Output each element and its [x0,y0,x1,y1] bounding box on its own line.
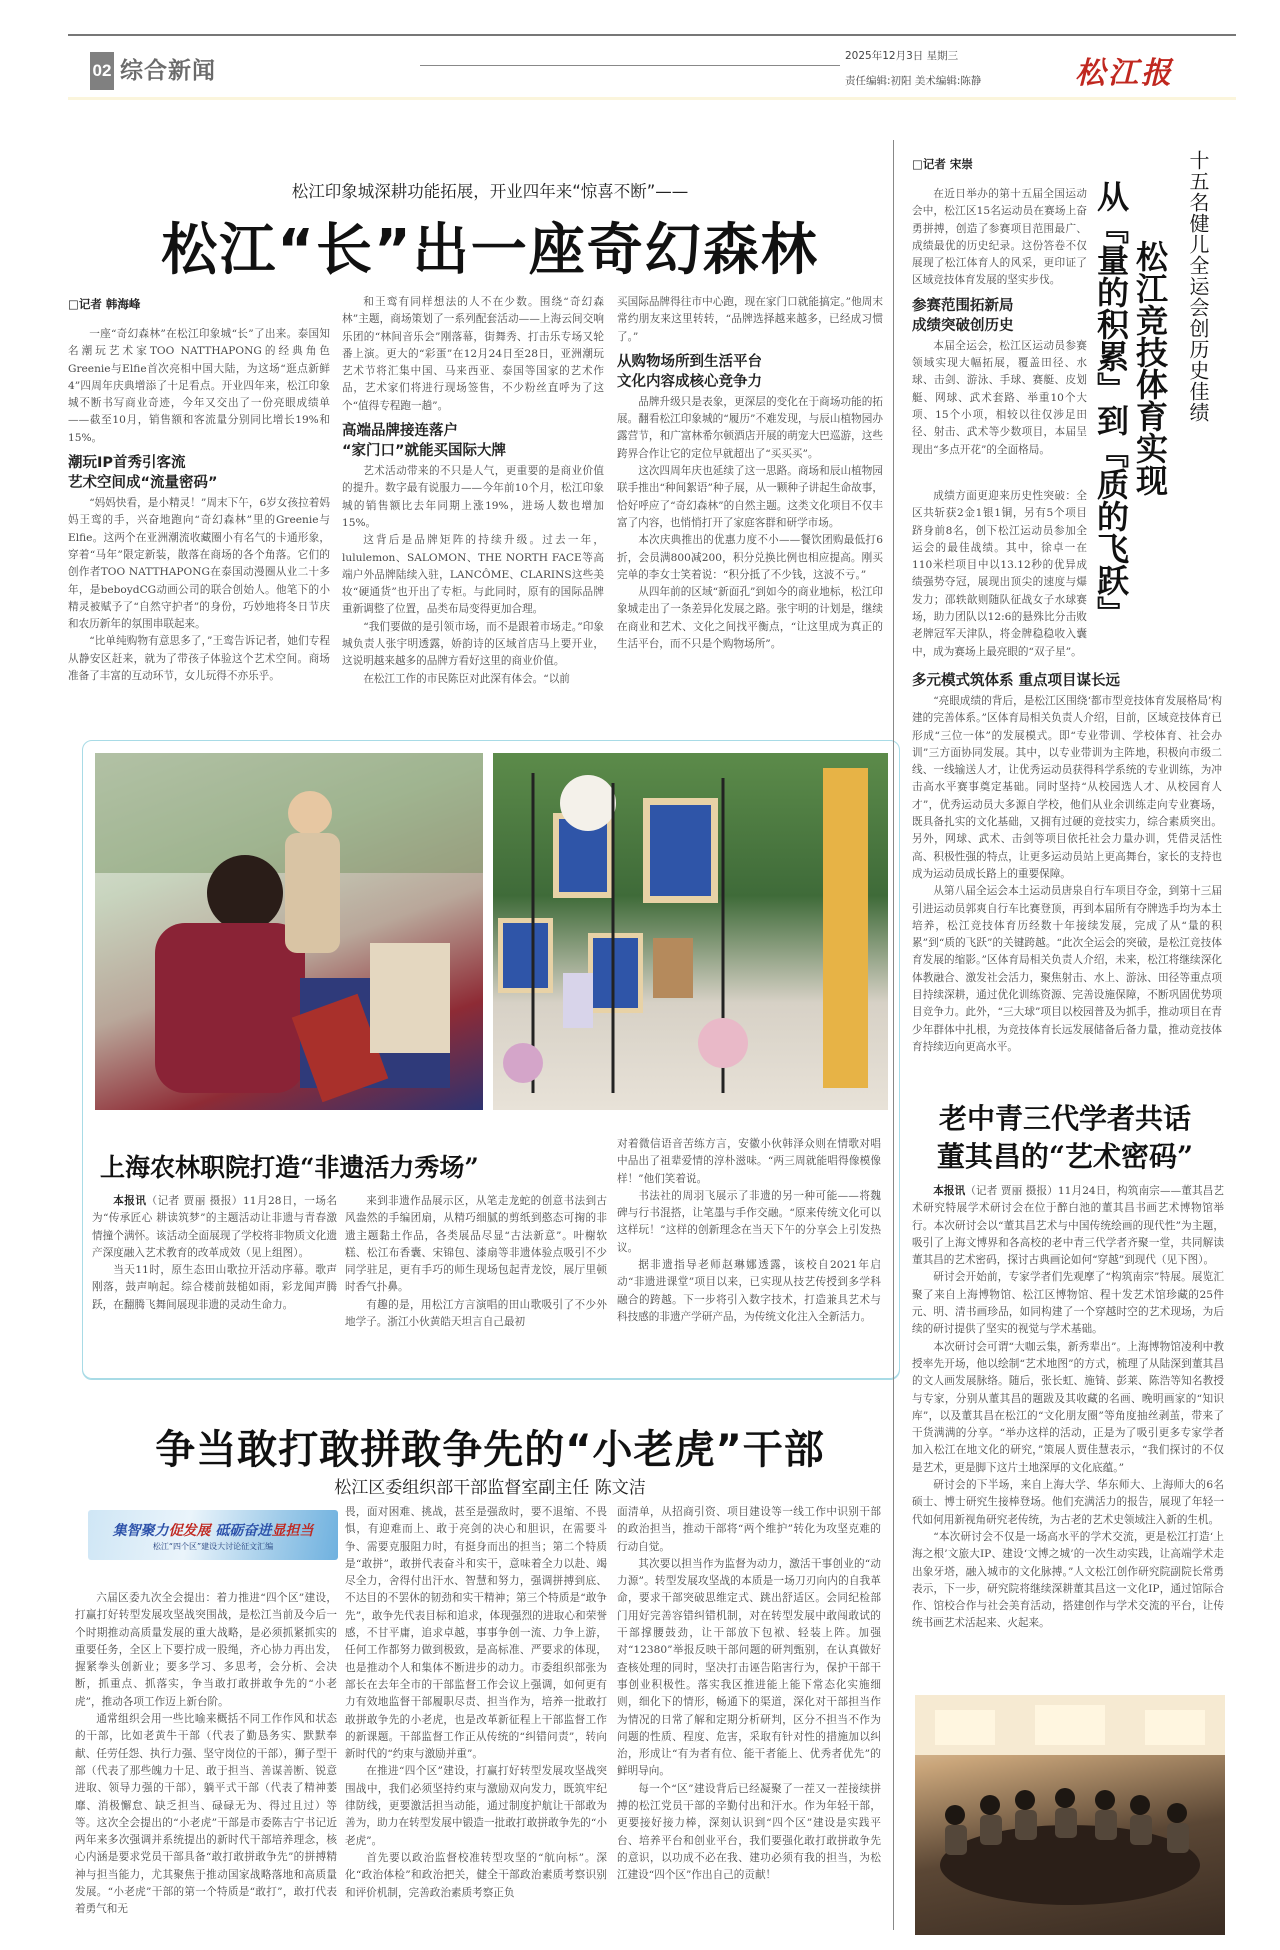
paragraph: 对着微信语音苦练方言，安徽小伙韩泽众则在情歌对唱中品出了祖辈爱情的淳朴滋味。“两三周就能唱得像模像样！”他们笑着说。 [617,1138,881,1185]
photo-story-column-3 [617,1136,881,1326]
opinion-column-3 [617,1504,881,1885]
banner-slogan-part: 显担当 [271,1523,314,1539]
paragraph: 在近日举办的第十五届全国运动会中，松江区15名运动员在赛场上奋勇拼搏，创造了参赛项目范围最广、成绩最优的历史纪录。这份答卷不仅展现了松江体育人的风采，更印证了区域竞技体育发展的坚实步伐。 [912,188,1087,287]
paragraph: 本届全运会，松江区运动员参赛领域实现大幅拓展，覆盖田径、水球、击剑、游泳、手球、赛艇、皮划艇、网球、武术套路、举重10个大项、15个小项，相较以往仅涉足田径、射击、武术等少数项目，本届呈现出“多点开花”的全面格局。 [912,339,1087,456]
banner-subtitle: 松江“四个区”建设大讨论征文汇编 [152,1542,274,1551]
paragraph: 畏，面对困难、挑战，甚至是强敌时，要不退缩、不畏惧，有迎难而上、敢于亮剑的决心和胆识，在需要斗争、需要克服阻力时，有挺身而出的担当；第二个特质是“敢拼”，敢拼代表奋斗和实干，意味着全力以赴、竭尽全力，舍得付出汗水、智慧和努力，强调拼搏到底、不达目的不罢休的韧劲和实干精神；第三个特质是“敢争先”，敢争先代表目标和追求，体现强烈的进取心和荣誉感，不甘平庸，追求卓越，事事争创一流、力争上游，任何工作都努力做到极致，是高标准、严要求的体现，也是推动个人和集体不断进步的动力。市委组织部张为部长在去年全市的干部监督工作会议上强调，如何更有力有效地监督干部履职尽责、担当作为，培养一批敢打敢拼敢争先的小老虎，也是改革新征程上干部监督工作的新课题。干部监督工作正从传统的“纠错问责”，转向新时代的“约束与激励并重”。 [345,1506,607,1761]
sports-title-line1: 松江竞技体育实现 [1131,240,1169,496]
opinion-title: 争当敢打敢拼敢争先的“小老虎”干部 [155,1427,825,1473]
photo-story-box-bottom [82,1363,900,1379]
subhead: 多元模式筑体系 重点项目谋长远 [912,672,1121,689]
photo-story-title: 上海农林职院打造“非遗活力秀场” [100,1153,479,1182]
sports-body-text [912,488,1222,1056]
opinion-col1-text [75,1590,337,1919]
lead-tag: 本报讯 [933,1185,966,1197]
photo-story-col1-text [92,1193,337,1314]
subhead-line: 潮玩IP首秀引客流 [68,455,186,472]
lead-column-2 [342,294,604,688]
header-divider [420,65,840,66]
subhead-line: 成绩突破创历史 [912,317,1014,334]
lead-kicker: 松江印象城深耕功能拓展，开业四年来“惊喜不断”—— [291,182,689,201]
lead-byline: □记者 韩海峰 [68,297,141,311]
paragraph: “亮眼成绩的背后，是松江区围绕‘都市型竞技体育发展格局’构建的完善体系。”区体育局相关负责人介绍，目前，区域竞技体育已形成“三位一体”的发展模式。即“专业带训、学校体育、社会办训”三方面协同发展。其中，以专业带训为主阵地，积极向市级二线、一线输送人才，让优秀运动员获得科学系统的专业训练，为冲击高水平赛事奠定基础。同时坚持“从校园选人才、从校园育人才”，优秀运动员大多源自学校，他们从业余训练走向专业赛场，既具备扎实的文化基础，又拥有过硬的竞技实力，综合素质突出。另外，网球、武术、击剑等项目依托社会力量办训，凭借灵活性高、积极性强的特点，让更多运动员站上更高舞台，家长的支持也成为运动员成长路上的重要保障。 [912,694,1222,880]
paragraph-body: （记者 贾丽 摄报）11月24日，构筑南宗——董其昌艺术研究特展学术研讨会在位于醉白池的董其昌书画艺术博物馆举行。本次研讨会以“董其昌艺术与中国传统绘画的现代性”为主题，吸引了上海文博界和各高校的老中青三代学者齐聚一堂，共同解读董其昌的艺术密码，探讨古典画论如何“穿越”到现代（见下图）。 [912,1185,1225,1267]
paragraph: 和王鸾有同样想法的人不在少数。围绕“奇幻森林”主题，商场策划了一系列配套活动——上海云间交响乐团的“林间音乐会”刚落幕，街舞秀、打击乐专场又轮番上演。更大的“彩蛋”在12月24日至28日，亚洲潮玩艺术节将汇集中国、马来西亚、泰国等国家的艺术作品，艺术家们将进行现场签售，不少粉丝直呼为了这个“值得专程跑一趟”。 [342,296,604,412]
paragraph: 其次要以担当作为监督为动力，激活干事创业的“动力源”。转型发展攻坚战的本质是一场刀刃向内的自我革命，要求干部突破思维定式、跳出舒适区。会同纪检部门用好完善容错纠错机制，对在转型发展中敢闯敢试的干部撑腰鼓劲，让干部放下包袱、轻装上阵。加强对“12380”举报反映干部问题的研判甄别，在认真做好查核处理的同时，坚决打击诬告陷害行为，保护干部干事创业积极性。落实我区推进能上能下常态化实施细则，细化下的情形，畅通下的渠道，深化对干部担当作为情况的日常了解和定期分析研判，区分不担当不作为问题的性质、程度、危害，采取有针对性的措施加以纠治，形成让“有为者有位、能干者能上、优秀者优先”的鲜明导向。 [617,1557,881,1778]
paragraph: “比单纯购物有意思多了，”王鸾告诉记者，她们专程从静安区赶来，就为了带孩子体验这个艺术空间。商场准备了丰富的互动环节，女儿玩得不亦乐乎。 [68,635,330,683]
paragraph: 在推进“四个区”建设，打赢打好转型发展攻坚战突围战中，我们必须坚持约束与激励双向发力，既筑牢纪律防线，更要激活担当动能，通过制度护航让干部敢为善为，助力在转型发展中锻造一批敢打敢拼敢争先的“小老虎”。 [345,1765,607,1847]
paragraph [92,1193,337,1262]
photo-student-crafts [95,753,483,1110]
paragraph: 本次庆典推出的优惠力度不小——餐饮团购最低打6折，会员满800减200，积分兑换比例也相应提高。刚买完单的李女士笑着说：“积分抵了不少钱，这波不亏。” [617,534,883,581]
art-headline [905,1100,1225,1176]
opinion-column-2 [345,1504,607,1902]
subhead-line: 文化内容成核心竞争力 [617,373,762,390]
subhead [68,453,330,493]
banner-slogan [88,1520,338,1540]
paragraph: 来到非遗作品展示区，从笔走龙蛇的创意书法到古风盎然的手编团扇，从精巧细腻的剪纸到憨态可掬的非遗主题黏土作品，各类展品尽显“古法新意”。叶榭软糕、松江布香囊、宋锦包、漆扇等非遗体验点吸引不少同学驻足，更有手巧的师生现场包起青龙饺，展厅里顿时香气扑鼻。 [345,1195,607,1294]
paragraph: 在松江工作的市民陈臣对此深有体会。“以前 [363,672,570,685]
paragraph: 通常组织会用一些比喻来概括不同工作作风和状态的干部，比如老黄牛干部（代表了勤恳务实、默默奉献、任劳任怨、执行力强、坚守岗位的干部），狮子型干部（代表了那些魄力十足、敢于担当、善谋善断、锐意进取、领导力强的干部），躺平式干部（代表了精神萎靡、消极懈怠、缺乏担当、碌碌无为、得过且过）等等。这次全会提出的“小老虎”干部是市委陈吉宁书记近两年来多次强调并系统提出的新时代干部培养理念，核心内涵是要求党员干部具备“敢打敢拼敢争先”的拼搏精神与担当能力，尤其聚焦于推动国家战略落地和高质量发展。“小老虎”干部的第一个特质是“敢打”，敢打代表着勇气和无 [75,1713,337,1916]
opinion-col3-text [617,1504,881,1885]
paragraph: 这次四周年庆也延续了这一思路。商场和辰山植物园联手推出“种间絮语”种子展，从一颗种子讲起生命故事，恰好呼应了“奇幻森林”的自然主题。这类文化项目不仅丰富了内容，也悄悄打开了家庭客群和研学市场。 [617,465,883,529]
subhead [617,352,883,392]
paragraph [912,1183,1224,1269]
paragraph: 一座“奇幻森林”在松江印象城“长”了出来。泰国知名潮玩艺术家TOO NATTHAPONG的经典角色Greenie与Elfie首次亮相中国大陆，为这场“逛点新鲜4”四周年庆典增添了十足看点。开业四年来，松江印象城不断书写商业奇迹，今年又交出了一份亮眼成绩单——截至10月，销售额和客流量分别同比增长19%和15%。 [68,328,330,444]
sports-byline: □记者 宋崇 [912,157,973,171]
opinion-column-1 [75,1590,337,1919]
paragraph: 当天11时，原生态田山歌拉开活动序幕。歌声刚落，鼓声响起。综合楼前鼓槌如雨，彩龙闻声腾跃，在翻腾飞舞间展现非遗的灵动生命力。 [92,1264,337,1311]
paragraph: 品牌升级只是表象，更深层的变化在于商场功能的拓展。翻看松江印象城的“履历”不难发现，与辰山植物园办露营节，和广富林希尔顿酒店开展的萌宠大巴巡游，这些跨界合作让它的定位早就超出了“买买买”。 [617,395,883,460]
paragraph: 从四年前的区域“新面孔”到如今的商业地标，松江印象城走出了一条差异化发展之路。张宇明的计划是，继续在商业和艺术、文化之间找平衡点，“让这里成为真正的生活平台，而不只是个购物场所”。 [617,586,883,651]
paragraph: 有趣的是，用松江方言演唱的田山歌吸引了不少外地学子。浙江小伙黄皓天坦言自己最初 [345,1298,607,1329]
art-headline-line: 董其昌的“艺术密码” [936,1140,1194,1173]
subhead-line: 艺术空间成“流量密码” [68,475,218,492]
header-band [68,97,1236,100]
paragraph: 买国际品牌得往市中心跑，现在家门口就能搞定。”他周末常约朋友来这里转转，“品牌选择越来越多，已经成习惯了。” [617,296,883,343]
lead-column-1 [68,296,330,685]
photo-story-col3-text [617,1136,881,1326]
banner-slogan-part: 促发展 [168,1523,211,1539]
art-headline-line: 老中青三代学者共话 [938,1102,1191,1135]
sports-intro-text [912,186,1087,459]
paragraph: “本次研讨会不仅是一场高水平的学术交流，更是松江打造‘上海之根’文旅大IP、建设‘文博之城’的一次生动实践，让高端学术走出象牙塔，融入城市的文化脉搏。”人文松江创作研究院副院长常勇表示，下一步，研究院将继续深耕董其昌这一文化IP，通过馆际合作、馆校合作与社会美育活动，搭建创作与学术交流的平台，让传统书画艺术活起来、火起来。 [912,1530,1224,1630]
photo-story-column-2 [345,1193,607,1331]
sports-body-column [912,488,1222,1056]
lead-headline: 松江“长”出一座奇幻森林 [161,218,819,283]
paragraph: 研讨会的下半场，来自上海大学、华东师大、上海师大的6名硕士、博士研究生接棒登场。他们充满活力的报告，展现了年轻一代如何用新视角研究老传统，为古老的艺术史领域注入新的生机。 [912,1479,1224,1526]
paragraph: 这背后是品牌矩阵的持续升级。过去一年，lululemon、SALOMON、THE NORTH FACE等高端户外品牌陆续入驻，LANCÔME、CLARINS这些美妆“硬通货”也开出了专柜。与此同时，原有的国际品牌重新调整了位置，品类布局变得更加合理。 [342,534,604,616]
section-name: 综合新闻 [120,57,216,84]
paragraph: 据非遗指导老师赵琳娜透露，该校自2021年启动“非遗进课堂”项目以来，已实现从技艺传授到多学科融合的跨越。下一步将引入数字技术，打造兼具艺术与科技感的非遗产学研产品，为传统文化注入全新活力。 [617,1259,881,1323]
subhead [342,421,604,461]
photo-story-col2-text [345,1193,607,1331]
subhead-line: 从购物场所到生活平台 [617,353,762,370]
lead-col1-text [68,326,330,685]
banner-slogan-part: 集智聚力 [112,1523,169,1539]
paragraph: 面清单，从招商引资、项目建设等一线工作中识别干部的政治担当，推动干部将“两个维护”转化为攻坚克难的行动自觉。 [617,1506,881,1553]
photo-right-illustration [493,753,888,1110]
sports-title-line2: 从『量的积累』到『质的飞跃』 [1092,180,1130,628]
essay-series-banner [88,1510,338,1560]
paragraph: “妈妈快看，是小精灵！”周末下午，6岁女孩拉着妈妈王鸾的手，兴奋地跑向“奇幻森林”里的Greenie与Elfie。这两个在亚洲潮流收藏圈小有名气的卡通形象，穿着“马年”限定新装，散落在商场的各个角落。它们的创作者TOO NATTHAPONG在泰国动漫圈从业二十多年，是beboydCG动画公司的联合创始人。他笔下的小精灵被赋予了“自然守护者”的身份，巧妙地将冬日节庆和农历新年的氛围串联起来。 [68,497,330,631]
photo-left-illustration [95,753,483,1110]
photo-symposium-illustration [915,1695,1225,1935]
lead-tag: 本报讯 [113,1195,147,1207]
art-column [912,1183,1224,1633]
top-rule [68,34,1236,36]
subhead-line: 高端品牌接连落户 [342,423,458,440]
paragraph: 艺术活动带来的不只是人气，更重要的是商业价值的提升。数字最有说服力——今年前10个月，松江印象城的销售额比去年同期上涨19%，进场人数也增加15%。 [342,465,604,529]
sports-kicker: 十五名健儿全运会创历史佳绩 [1186,150,1210,423]
photo-symposium [915,1695,1225,1935]
editors-credit: 责任编辑:初阳 美术编辑:陈静 [845,75,982,87]
page-number: 02 [90,52,114,90]
opinion-author: 松江区委组织部干部监督室副主任 陈文洁 [334,1478,646,1498]
lead-column-3 [617,294,883,653]
paragraph-body: （记者 贾丽 摄报）11月28日，一场名为“传承匠心 耕读筑梦”的主题活动让非遗与青春激情撞个满怀。该活动全面展现了学校将非物质文化遗产深度融入艺术教育的改革成效（见上组图）。 [92,1195,338,1259]
opinion-col2-text [345,1504,607,1902]
banner-slogan-part: 砥砺奋进 [215,1523,272,1539]
paragraph: 六届区委九次全会提出：着力推进“四个区”建设，打赢打好转型发展攻坚战突围战，是松江当前及今后一个时期推动高质量发展的重大战略，是必须抓紧抓实的重要任务，全区上下要拧成一股绳，齐心协力再出发，握紧拳头创新业；要多学习、多思考，会分析、会决断，抓重点、抓落实，争当敢打敢拼敢争先的“小老虎”，推动各项工作迈上新台阶。 [75,1592,337,1708]
art-text [912,1183,1224,1633]
subhead-line: “家门口”就能买国际大牌 [342,443,507,460]
masthead-logo: 松江报 [1075,56,1174,91]
sports-intro-column [912,186,1087,459]
lead-col3-text [617,294,883,653]
paragraph: 每一个“区”建设背后已经凝聚了一茬又一茬接续拼搏的松江党员干部的辛勤付出和汗水。作为年轻干部，更要接好接力棒，深刻认识到“四个区”建设是实践平台、培养平台和创业平台，我们要强化敢打敢拼敢争先的意识，以功成不必在我、建功必须有我的担当，为松江建设“四个区”作出自己的贡献！ [617,1782,881,1882]
paragraph: “我们要做的是引领市场，而不是跟着市场走。”印象城负责人张宇明透露，娇韵诗的区域首店马上要开业，这说明越来越多的品牌方看好这里的商业价值。 [342,620,604,668]
subhead [912,296,1087,336]
paragraph: 本次研讨会可谓“大咖云集，新秀辈出”。上海博物馆凌利中教授率先开场，他以绘制“艺术地图”的方式，梳理了从陆深到董其昌的文人画发展脉络。随后，张长虹、施锜、彭莱、陈浩等知名教授与专家，分别从董其昌的题跋及其收藏的名画、晚明画家的“知识库”，以及董其昌在松江的“文化朋友圈”等角度抽丝剥茧，带来了干货满满的分享。“举办这样的活动，正是为了吸引更多专家学者加入松江在地文化的研究，”策展人贾佳慧表示，“我们探讨的不仅是艺术，更是脚下这片土地深厚的文化底蕴。” [912,1340,1224,1474]
column-divider [893,140,894,1930]
photo-heritage-exhibit [493,753,888,1110]
paragraph: 研讨会开始前，专家学者们先观摩了“构筑南宗”特展。展览汇聚了来自上海博物馆、松江区博物馆、程十发艺术馆珍藏的25件元、明、清书画珍品，如同构建了一个穿越时空的艺术现场，为后续的研讨提供了坚实的视觉与学术基础。 [912,1271,1224,1336]
paragraph: 从第八届全运会本土运动员唐泉自行车项目夺金，到第十三届引进运动员郭爽自行车比赛登顶，再到本届所有夺牌选手均为本土培养，松江竞技体育历经数十年接续发展，完成了从“量的积累”到“质的飞跃”的关键跨越。“此次全运会的突破，是松江竞技体育发展的缩影。”区体育局相关负责人介绍，未来，松江将继续深化体教融合、激发社会活力，聚焦射击、水上、游泳、田径等重点项目持续深耕，通过优化训练资源、完善设施保障，不断巩固优势项目竞争力。此外，“三大球”项目以校园普及为抓手，推动项目在青少年群体中扎根，为竞技体育长远发展储备后备力量，推动竞技体育持续迈向更高水平。 [912,885,1222,1053]
paragraph: 成绩方面更迎来历史性突破：全区共斩获2金1银1铜，另有5个项目跻身前8名，创下松江运动员参加全运会的最佳战绩。其中，徐卓一在110米栏项目中以13.12秒的优异成绩强势夺冠，展现出顶尖的速度与爆发力；邵轶歆则随队征战女子水球赛场，助力团队以12:6的悬殊比分击败老牌冠军天津队，将金牌稳稳收入囊中，成为赛场上最亮眼的“双子星”。 [912,490,1087,658]
photo-story-column-1 [92,1193,337,1314]
lead-col2-text [342,294,604,688]
paragraph: 首先要以政治监督校准转型攻坚的“航向标”。深化“政治体检”和政治把关，健全干部政治素质考察识别和评价机制，完善政治素质考察正负 [345,1851,607,1899]
issue-date: 2025年12月3日 星期三 [845,50,959,62]
paragraph: 书法社的周羽飞展示了非遗的另一种可能——将魏碑与行书混搭，让笔墨与手作交融。“原来传统文化可以这样玩！”这样的创新理念在当天下午的分享会上引发热议。 [617,1189,881,1254]
subhead-line: 参赛范围拓新局 [912,297,1014,314]
